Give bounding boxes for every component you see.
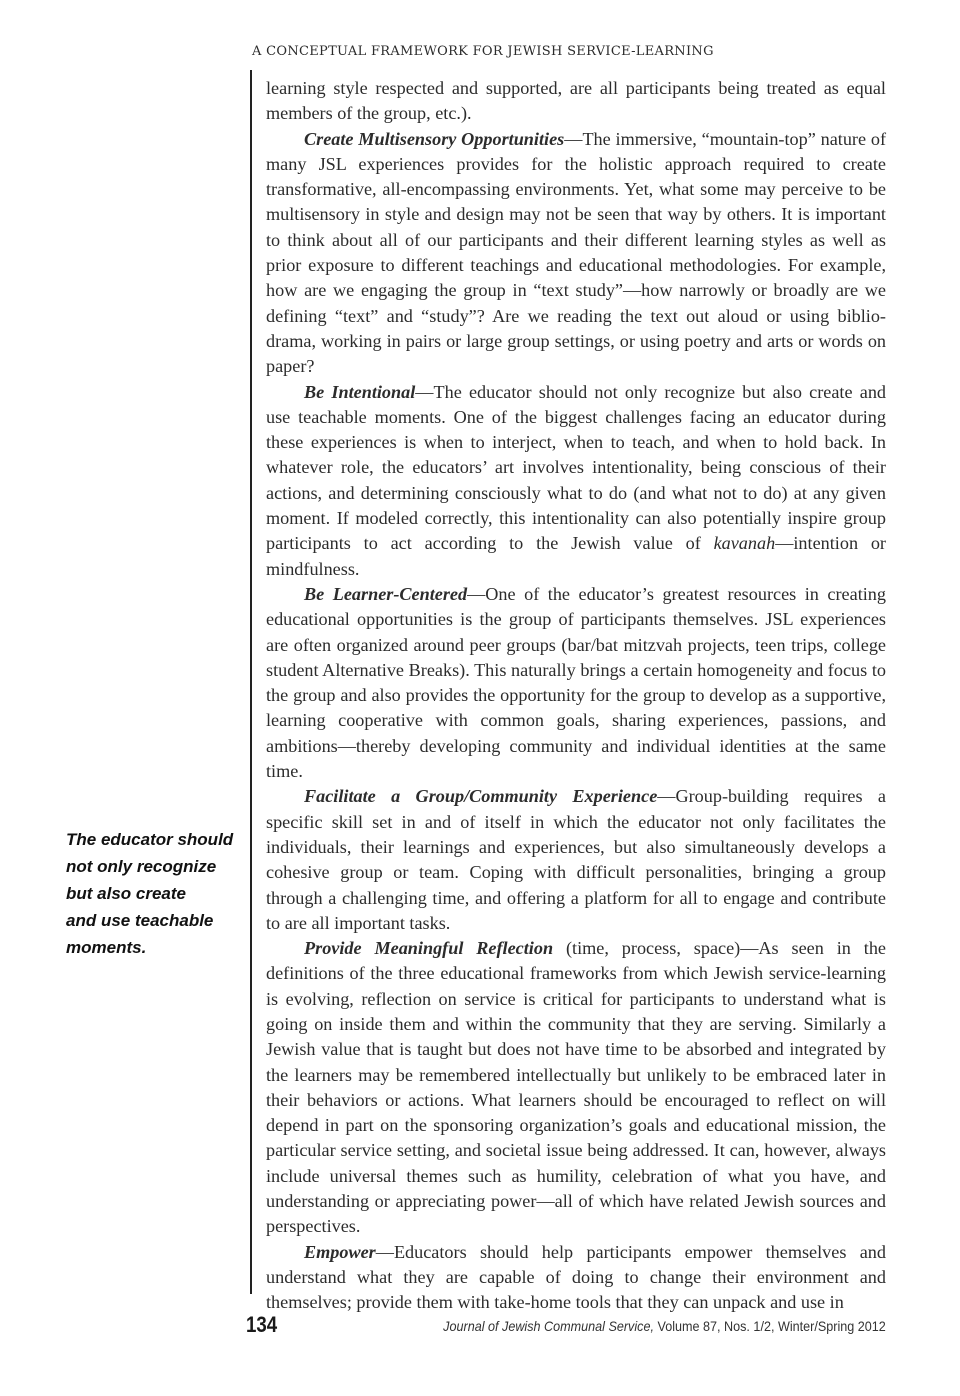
paragraph-intentional	[266, 380, 886, 582]
page-number: 134	[246, 1312, 278, 1337]
pull-quote-line: but also create	[66, 884, 186, 903]
column-rule	[250, 70, 252, 1294]
pull-quote-line: The educator should	[66, 830, 234, 849]
running-head: A CONCEPTUAL FRAMEWORK FOR JEWISH SERVICE-LEARNING	[252, 44, 714, 59]
paragraph-body: —One of the educator’s greatest resources in creating educational opportunities is the group of participants themselves. JSL experiences are often organized around peer groups (bar/bat mitzvah projects, teen trips, college student Alternative Breaks). This naturally brings a certain homogeneity and focus to the group and also provides the opportunity for the group to develop as a supportive, learning cooperative with common goals, sharing experiences, passions, and ambitions—thereby developing community and individual identities at the same time.	[266, 583, 886, 782]
journal-citation	[443, 1318, 886, 1334]
pull-quote-line: moments.	[66, 938, 147, 957]
run-in-heading: Provide Meaningful Reflection	[304, 938, 554, 959]
run-in-heading: Empower	[304, 1241, 376, 1262]
main-column	[266, 76, 886, 1316]
paragraph-body: —The educator should not only recognize but also create and use teachable moments. One of the biggest challenges facing an educator during these experiences is when to interject, when to teach, and when to hold back. In whatever role, the educators’ art involves intentionality, being conscious of their actions, and determining consciously what to do (and what not to do) at any given moment. If modeled correctly, this intentionality can also potentially inspire group participants to act according to the Jewish value of	[266, 381, 887, 554]
paragraph-body: —The immersive, “mountain-top” nature of many JSL experiences provides for the holistic approach required to create transformative, all-encompassing environments. Yet, what some may perceive to be multisensory in style and design may not be seen that way by others. It is important to think about all of our participants and their different learning styles as well as prior exposure to different teachings and educational methodologies. For example, how are we engaging the group in “text study”—how narrowly or broadly are we defining “text” and “study”? Are we reading the text out aloud or using biblio-drama, working in pairs or large group settings, or using poetry and arts or words on paper?	[266, 128, 886, 377]
paragraph-body: —Group-building requires a specific skill set in and of itself in which the educator not only facilitates the individuals, their learnings and experiences, but also simultaneously develops a cohesive group or team. Coping with difficult personalities, bringing a group through a challenging time, and offering a platform for all to engage and contribute to are all important tasks.	[266, 786, 887, 933]
pull-quote-line: not only recognize	[66, 857, 217, 876]
journal-issue: Volume 87, Nos. 1/2, Winter/Spring 2012	[654, 1318, 886, 1334]
paragraph-empower	[266, 1240, 886, 1316]
paragraph-body-continued: —intention or mindfulness.	[266, 533, 886, 579]
run-in-heading: Be Intentional	[304, 381, 416, 402]
pull-quote-line: and use teachable	[66, 911, 214, 930]
run-in-heading: Be Learner-Centered	[304, 583, 468, 604]
paragraph-multisensory	[266, 127, 886, 380]
hebrew-term: kavanah	[713, 533, 776, 554]
paragraph-body: —Educators should help participants empower themselves and understand what they are capable of doing to change their environment and themselves; provide them with take-home tools that they can unpack and use in	[266, 1241, 886, 1313]
paragraph-body: (time, process, space)—As seen in the definitions of the three educational frameworks from which Jewish service-learning is evolving, reflection on service is critical for participants to understand what is going on inside them and within the community that they are serving. Similarly a Jewish value that is taught but does not have time to be absorbed and integrated by the learners may be remembered intellectually but unlikely to be embraced later in their behaviors or actions. What learners should be encouraged to reflect on will depend in part on the sponsoring organization’s goals and educational mission, the particular service setting, and societal issue being addressed. It can, however, always include universal themes such as humility, celebration of what you have, and understanding or appreciating power—all of which have related Jewish sources and perspectives.	[266, 938, 886, 1237]
paragraph-learner-centered	[266, 582, 886, 784]
continuation-paragraph: learning style respected and supported, are all participants being treated as equal members of the group, etc.).	[266, 78, 886, 124]
run-in-heading: Create Multisensory Opportunities	[304, 128, 565, 149]
pull-quote	[66, 826, 241, 961]
journal-title: Journal of Jewish Communal Service,	[443, 1318, 655, 1334]
run-in-heading: Facilitate a Group/Community Experience	[304, 786, 658, 807]
paragraph-reflection	[266, 936, 886, 1240]
paragraph-group-experience	[266, 784, 886, 936]
